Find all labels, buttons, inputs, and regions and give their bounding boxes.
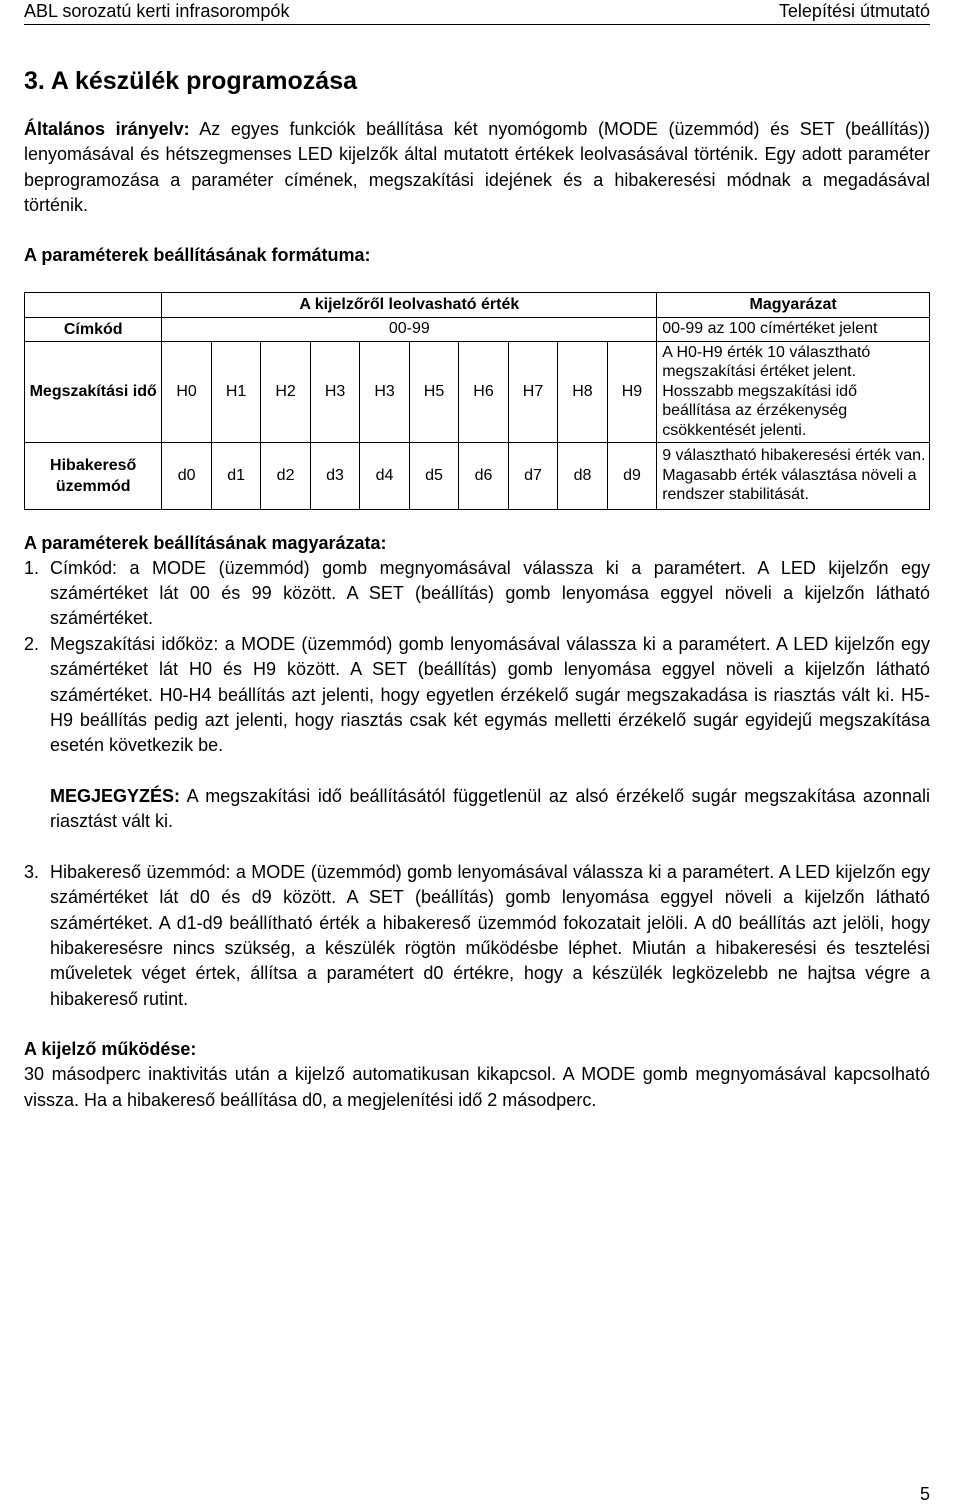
debug-value: d0 [162,442,211,509]
note-lead: MEGJEGYZÉS: [50,785,181,806]
page-content [24,66,930,1113]
page-header [24,0,930,25]
debug-value: d1 [211,442,260,509]
list-item-number: 2. [24,633,40,654]
list-item [24,556,930,632]
table-row-interrupt [25,341,930,442]
table-row-debug [25,442,930,509]
debug-value: d3 [310,442,359,509]
debug-value: d6 [459,442,508,509]
intro-paragraph [24,117,930,219]
note-paragraph [24,784,930,835]
list-item-text: Megszakítási időköz: a MODE (üzemmód) gomb lenyomásával válassza ki a paramétert. A LED kijelzőn egy számértéket lát H0 és H9 között. A SET (beállítás) gomb lenyomása eggyel növeli a kijelzőn látható számértéket. H0-H4 beállítás azt jelenti, hogy egyetlen érzékelő sugár megszakadása is riasztás vált ki. H5-H9 beállítás pedig azt jelenti, hogy riasztás csak két egymás melletti érzékelő sugár egyidejű megszakítása esetén következik be. [50,633,930,756]
explanation-heading: A paraméterek beállításának magyarázata: [24,532,387,553]
list-item [24,860,930,1012]
interrupt-value: H6 [459,341,508,442]
intro-text: Az egyes funkciók beállítása két nyomógomb (MODE (üzemmód) és SET (beállítás)) lenyomásával és hétszegmenses LED kijelzők által mutatott értékek leolvasásával történik. Egy adott paraméter beprogramozása a paraméter címének, megszakítási idejének és a hibakeresési módnak a megadásával történik. [24,119,931,216]
interrupt-value: H0 [162,341,211,442]
address-value: 00-99 [162,317,657,341]
interrupt-value: H1 [211,341,260,442]
address-desc: 00-99 az 100 címértéket jelent [657,317,930,341]
list-item [24,632,930,759]
interrupt-value: H3 [360,341,409,442]
interrupt-desc: A H0-H9 érték 10 választható megszakítási értéket jelent. Hosszabb megszakítási idő beállítása az érzékenység csökkentését jelenti. [657,341,930,442]
explanation-list [24,556,930,759]
parameter-table [24,292,930,510]
table-header-row [25,292,930,317]
table-row-address [25,317,930,341]
note-text: A megszakítási idő beállításától függetlenül az alsó érzékelő sugár megszakítása azonnali riasztást vált ki. [50,785,930,832]
display-paragraph: 30 másodperc inaktivitás után a kijelző automatikusan kikapcsol. A MODE gomb megnyomásával kapcsolható vissza. Ha a hibakereső beállítása d0, a megjelenítési idő 2 másodperc. [24,1064,930,1110]
format-heading: A paraméterek beállításának formátuma: [24,244,371,265]
row-label-debug: Hibakereső üzemmód [25,442,162,509]
header-display-value: A kijelzőről leolvasható érték [162,292,657,317]
page-number: 5 [919,1484,930,1504]
intro-lead: Általános irányelv: [24,119,190,139]
row-label-interrupt: Megszakítási idő [25,341,162,442]
interrupt-value: H8 [558,341,607,442]
list-item-number: 3. [24,861,40,882]
debug-value: d4 [360,442,409,509]
interrupt-value: H5 [409,341,458,442]
debug-value: d8 [558,442,607,509]
debug-desc: 9 választható hibakeresési érték van. Magasabb érték választása növeli a rendszer stabilitását. [657,442,930,509]
header-document-type: Telepítési útmutató [778,1,930,21]
interrupt-value: H3 [310,341,359,442]
interrupt-value: H9 [607,341,656,442]
interrupt-value: H2 [261,341,310,442]
interrupt-value: H7 [508,341,557,442]
header-document-title: ABL sorozatú kerti infrasorompók [24,1,290,21]
list-item-text: Hibakereső üzemmód: a MODE (üzemmód) gomb lenyomásával válassza ki a paramétert. A LED kijelzőn egy számértéket lát d0 és d9 között. A SET (beállítás) gomb lenyomása eggyel növeli a kijelzőn látható számértéket. A d1-d9 beállítható érték a hibakereső üzemmód fokozatait jelöli. A d0 beállítás azt jelöli, hogy hibakeresésre nincs szükség, a készülék rögtön működésbe léphet. Miután a hibakeresési és tesztelési műveletek véget értek, állítsa a paramétert d0 értékre, hogy a készülék legközelebb ne hajtsa végre a hibakereső rutint. [50,861,930,1009]
debug-value: d2 [261,442,310,509]
debug-value: d5 [409,442,458,509]
header-explanation: Magyarázat [657,292,930,317]
list-item-text: Címkód: a MODE (üzemmód) gomb megnyomásával válassza ki a paramétert. A LED kijelzőn egy számértéket lát 00 és 99 között. A SET (beállítás) gomb lenyomása eggyel növeli a kijelzőn látható számértéket. [50,557,930,629]
debug-value: d9 [607,442,656,509]
list-item-number: 1. [24,557,40,578]
display-heading: A kijelző működése: [24,1039,197,1060]
row-label-address: Címkód [25,317,162,341]
table-corner-cell [25,292,162,317]
debug-value: d7 [508,442,557,509]
section-title: 3. A készülék programozása [24,67,358,95]
